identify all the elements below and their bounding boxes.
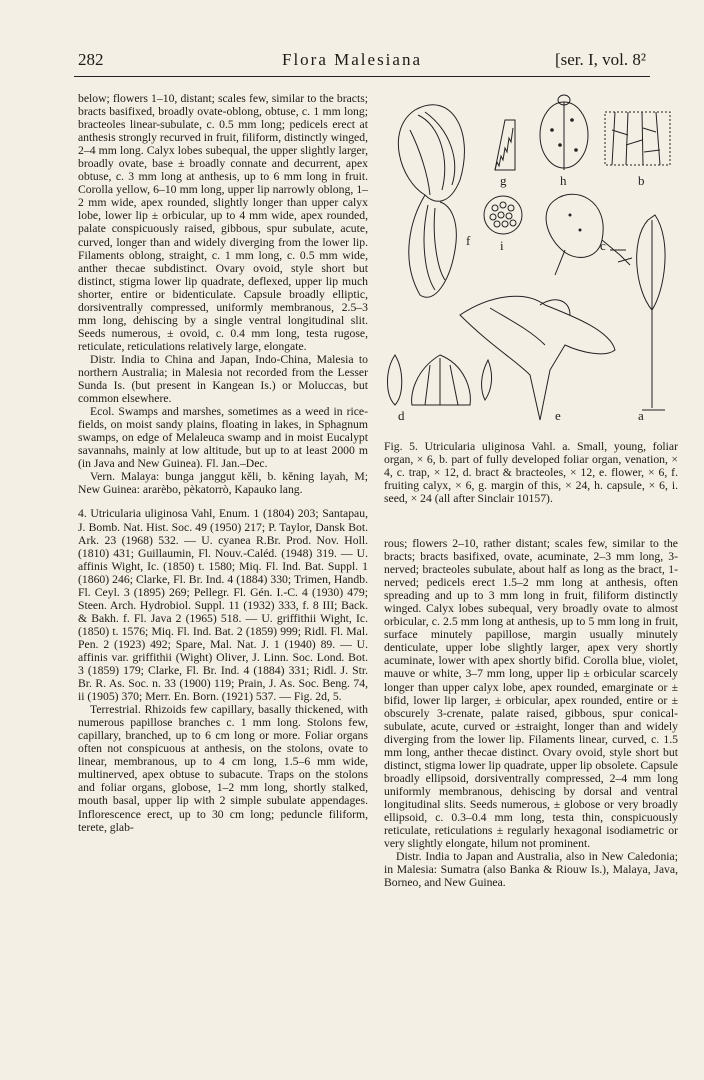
figure-label-c: c: [600, 238, 606, 253]
figure-label-i: i: [500, 238, 504, 253]
venation-drawing: [605, 112, 670, 165]
vernacular-paragraph: Vern. Malaya: bunga janggut kĕli, b. kĕning layah, M; New Guinea: ararèbo, pèkatorrò, Kapauko lang.: [78, 470, 368, 497]
distribution-paragraph-2: Distr. India to Japan and Australia, also in New Caledonia; in Malesia: Sumatra (also Banka & Riouw Is.), Malaya, Java, Borneo, and New Guinea.: [384, 850, 678, 890]
right-column: [384, 537, 678, 889]
figure-label-h: h: [560, 173, 567, 188]
flower-drawing: [460, 296, 615, 420]
figure-label-d: d: [398, 408, 405, 423]
species-description: Terrestrial. Rhizoids few capillary, basally thickened, with numerous papillose branches c. 1 mm long. Stolons few, capillary, branched, up to 6 cm long or more. Foliar organs often not conspicuous at anthesis, on the stolons, ovate to linear, membranous, up to 4 cm long, 1.5–6 mm wide, multinerved, apex obtuse to subacute. Traps on the stolons and foliar organs, globose, 1–2 mm long, shortly stalked, mouth basal, upper lip with 2 simple subulate appendages. Inflorescence erect, up to 30 cm long; peduncle filiform, terete, glab-: [78, 703, 368, 834]
figure-label-a: a: [638, 408, 644, 423]
header-rule: [74, 76, 650, 77]
figure-label-b: b: [638, 173, 645, 188]
figure-label-e: e: [555, 408, 561, 423]
page-number: 282: [78, 50, 104, 69]
fruiting-calyx-drawing: [398, 105, 464, 297]
figure-label-g: g: [500, 173, 507, 188]
figure-caption: [384, 440, 678, 505]
seed-drawing: [484, 196, 522, 234]
capsule-drawing: [540, 95, 588, 170]
running-title: Flora Malesiana: [282, 50, 422, 69]
figure-caption-text: Fig. 5. Utricularia uliginosa Vahl. a. Small, young, foliar organ, × 6, b. part of fully developed foliar organ, venation, × 4, c. trap, × 12, d. bract & bracteoles, × 12, e. flower, × 6, f. fruiting calyx, × 6, g. margin of this, × 24, h. capsule, × 6, i. seed, × 24 (all after Sinclair 10157).: [384, 440, 678, 506]
botanical-figure: [380, 90, 680, 430]
description-continued: below; flowers 1–10, distant; scales few, similar to the bracts; bracts basifixed, broadly ovate-oblong, obtuse, c. 1 mm long; bracteoles linear-subulate, c. 0.5 mm long; pedicels erect at anthesis strongly recurved in fruit, filiform, distinctly winged, 2–4 mm long. Calyx lobes subequal, the upper slightly larger, broadly ovate, base ± broadly connate and decurrent, apex obtuse, c. 3 mm long at anthesis, up to 6 mm long in fruit. Corolla yellow, 6–10 mm long, upper lip narrowly oblong, 1–2 mm wide, apex rounded, slightly longer than upper calyx lobe, lower lip ± orbicular, up to 4 mm wide, apex rounded, palate conspicuously raised, gibbous, spur subulate, acute, curved, longer than and widely diverging from the lower lip. Filaments oblong, straight, c. 1 mm long, c. 0.5 mm wide, anther thecae subdistinct. Ovary ovoid, style short but distinct, stigma lower lip quadrate, deflexed, upper lip much shorter, entire or bidenticulate. Capsule broadly elliptic, dorsiventrally compressed, uniformly membranous, 2.5–3 mm long, dehiscing by a single ventral longitudinal slit. Seeds numerous, ± ovoid, c. 0.4 mm long, testa rugose, reticulate, reticulations relatively large, elongate.: [78, 92, 368, 353]
margin-drawing: [495, 120, 515, 170]
ecology-paragraph: Ecol. Swamps and marshes, sometimes as a weed in rice-fields, on moist sandy plains, floating in lakes, in Sphagnum swamps, on edge of Melaleuca swamp and in moist Eucalypt savannahs, mainly at low altitude, but up to at least 2000 m (in Java and New Guinea). Fl. Jan.–Dec.: [78, 405, 368, 471]
bract-drawing: [388, 355, 492, 405]
foliar-organ-drawing: [637, 215, 665, 410]
figure-label-f: f: [466, 233, 471, 248]
series-volume: [ser. I, vol. 8²: [554, 50, 646, 69]
species-heading-synonymy: 4. Utricularia uliginosa Vahl, Enum. 1 (1804) 203; Santapau, J. Bomb. Nat. Hist. Soc. 49 (1950) 217; P. Taylor, Dansk Bot. Ark. 23 (1968) 532. — U. cyanea R.Br. Prod. Nov. Holl. (1810) 431; Guillaumin, Fl. Nouv.-Caléd. (1948) 319. — U. affinis Wight, Ic. (1850) t. 1580; Miq. Fl. Ind. Bat. Suppl. 1 (1860) 246; Clarke, Fl. Br. Ind. 4 (1884) 330; Trimen, Handb. Fl. Ceyl. 3 (1895) 269; Pellegr. Fl. Gén. I.-C. 4 (1930) 479; Steen. Arch. Hydrobiol. Suppl. 11 (1932) 333, f. 8 III; Back. & Bakh. f. Fl. Java 2 (1965) 518. — U. griffithii Wight, Ic. (1850) t. 1576; Miq. Fl. Ind. Bat. 2 (1859) 999; Ridl. Fl. Mal. Pen. 2 (1923) 492; Spare, Mal. Nat. J. 1 (1940) 89. — U. affinis var. griffithii (Wight) Oliver, J. Linn. Soc. Lond. Bot. 3 (1859) 179; Clarke, Fl. Br. Ind. 4 (1884) 331; Ridl. J. Str. Br. R. As. Soc. n. 33 (1900) 119; Prain, J. As. Soc. Beng. 74, ii (1905) 370; Merr. En. Born. (1921) 537. — Fig. 2d, 5.: [78, 507, 368, 704]
left-column: [78, 92, 368, 834]
trap-drawing: [546, 194, 632, 275]
description-inflorescence: rous; flowers 2–10, rather distant; scales few, similar to the bracts; bracts basifixed, ovate, acuminate, 2–3 mm long, 3-nerved; bracteoles subulate, about half as long as the bract, 1-nerved; pedicels erect 1.5–2 mm long at anthesis, often spreading and up to 3 mm long in fruit, filiform distinctly winged. Calyx lobes subequal, very broadly ovate to almost orbicular, c. 2.5 mm long at anthesis, up to 5 mm long in fruit, surface minutely papillose, margin usually minutely denticulate, upper lobe slightly larger, apex very shortly acuminate, lower with apex shortly bifid. Corolla blue, violet, mauve or white, 3–7 mm long, upper lip ± orbicular scarcely longer than upper calyx lobe, apex rounded, emarginate or ± bifid, lower lip larger, ± orbicular, apex rounded, entire or ± obscurely 3-crenate, palate raised, gibbous, spur conical-subulate, acute, curved or ±straight, longer than and widely diverging from the lower lip. Filaments linear, curved, c. 1.5 mm long, anther thecae distinct. Ovary ovoid, style short but distinct, stigma lower lip quadrate, upper lip obsolete. Capsule broadly ellipsoid, dorsiventrally compressed, 2–4 mm long uniformly membranous, dehiscing by dorsal and ventral longitudinal slits. Seeds numerous, ± globose or very broadly ellipsoid, c. 0.3–0.4 mm long, testa thin, conspicuously reticulate, reticulations ± regularly hexagonal isodiametric or very slightly elongate, hilum not prominent.: [384, 537, 678, 851]
distribution-paragraph: Distr. India to China and Japan, Indo-China, Malesia to northern Australia; in Malesia not recorded from the Lesser Sunda Is. (but present in Kangean Is.) or Moluccas, but common elsewhere.: [78, 352, 368, 406]
